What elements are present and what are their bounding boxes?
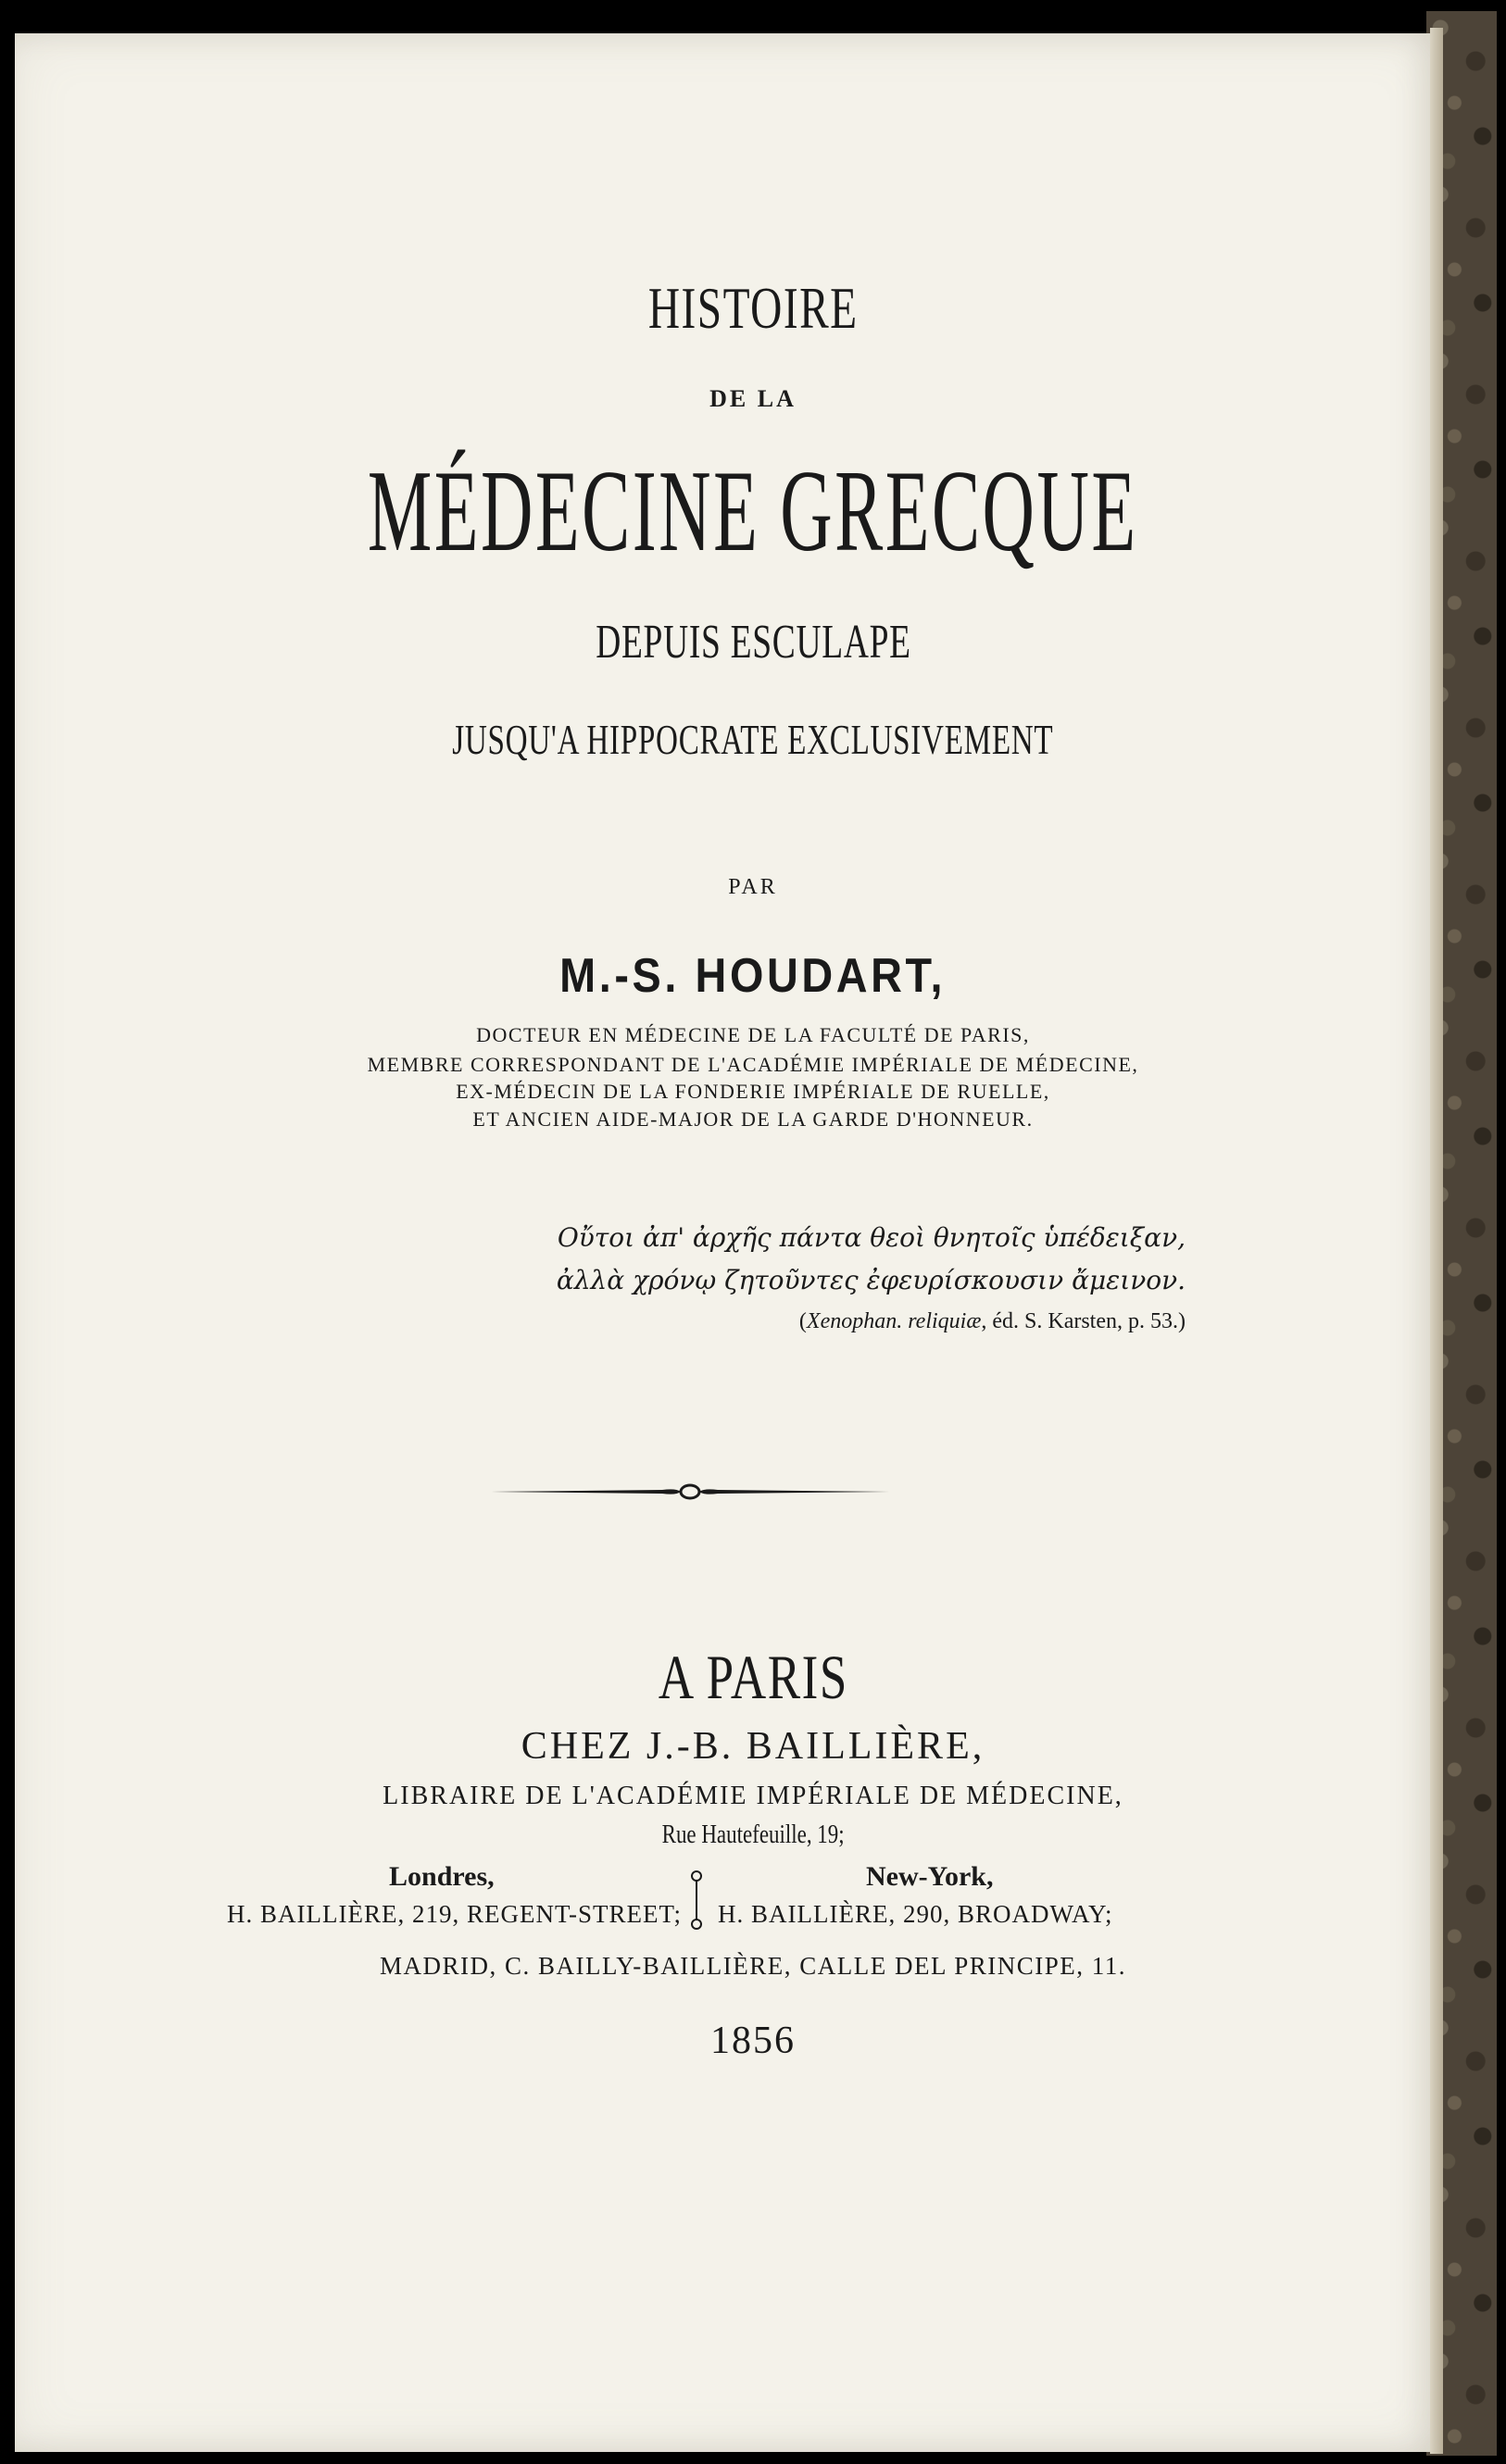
- imprint-london-label: Londres,: [389, 1861, 495, 1892]
- subtitle-depuis-esculape: DEPUIS ESCULAPE: [595, 616, 911, 669]
- epigraph-line-2: ἀλλὰ χρόνῳ ζητοῦντες ἐφευρίσκουσιν ἄμεινον.: [556, 1265, 1186, 1295]
- epigraph-source: (Xenophan. reliquiæ, éd. S. Karsten, p. 53.): [798, 1309, 1186, 1333]
- title-de-la: DE LA: [709, 385, 797, 412]
- imprint-london-address: H. BAILLIÈRE, 219, REGENT-STREET;: [227, 1900, 682, 1928]
- author-name: M.-S. HOUDART,: [559, 949, 947, 1003]
- imprint-publisher-role: LIBRAIRE DE L'ACADÉMIE IMPÉRIALE DE MÉDECINE,: [383, 1782, 1123, 1810]
- imprint-madrid: MADRID, C. BAILLY-BAILLIÈRE, CALLE DEL PRINCIPE, 11.: [380, 1952, 1126, 1980]
- author-credential: MEMBRE CORRESPONDANT DE L'ACADÉMIE IMPÉRIALE DE MÉDECINE,: [367, 1053, 1139, 1076]
- author-credential: DOCTEUR EN MÉDECINE DE LA FACULTÉ DE PARIS,: [476, 1023, 1030, 1046]
- title-medecine-grecque: MÉDECINE GRECQUE: [368, 447, 1138, 576]
- author-credential: EX-MÉDECIN DE LA FONDERIE IMPÉRIALE DE RUELLE,: [456, 1080, 1050, 1103]
- epigraph-line-1: Οὔτοι ἀπ' ἀρχῆς πάντα θεοὶ θνητοῖς ὑπέδειξαν,: [557, 1222, 1186, 1253]
- by-label: PAR: [728, 875, 778, 899]
- title-histoire: HISTOIRE: [647, 275, 859, 341]
- imprint-address: Rue Hautefeuille, 19;: [661, 1820, 845, 1849]
- publication-year: 1856: [710, 2020, 796, 2062]
- ornament-divider: [491, 1478, 889, 1506]
- imprint-city: A PARIS: [658, 1642, 848, 1712]
- imprint-newyork-address: H. BAILLIÈRE, 290, BROADWAY;: [718, 1900, 1113, 1928]
- imprint-newyork-label: New-York,: [866, 1861, 994, 1892]
- branch-divider-icon: [687, 1869, 706, 1932]
- subtitle-jusqua-hippocrate: JUSQU'A HIPPOCRATE EXCLUSIVEMENT: [452, 716, 1054, 763]
- epigraph-source-work: Xenophan. reliquiæ: [806, 1309, 982, 1333]
- author-credential: ET ANCIEN AIDE-MAJOR DE LA GARDE D'HONNEUR.: [472, 1107, 1034, 1131]
- imprint-publisher: CHEZ J.-B. BAILLIÈRE,: [521, 1725, 985, 1768]
